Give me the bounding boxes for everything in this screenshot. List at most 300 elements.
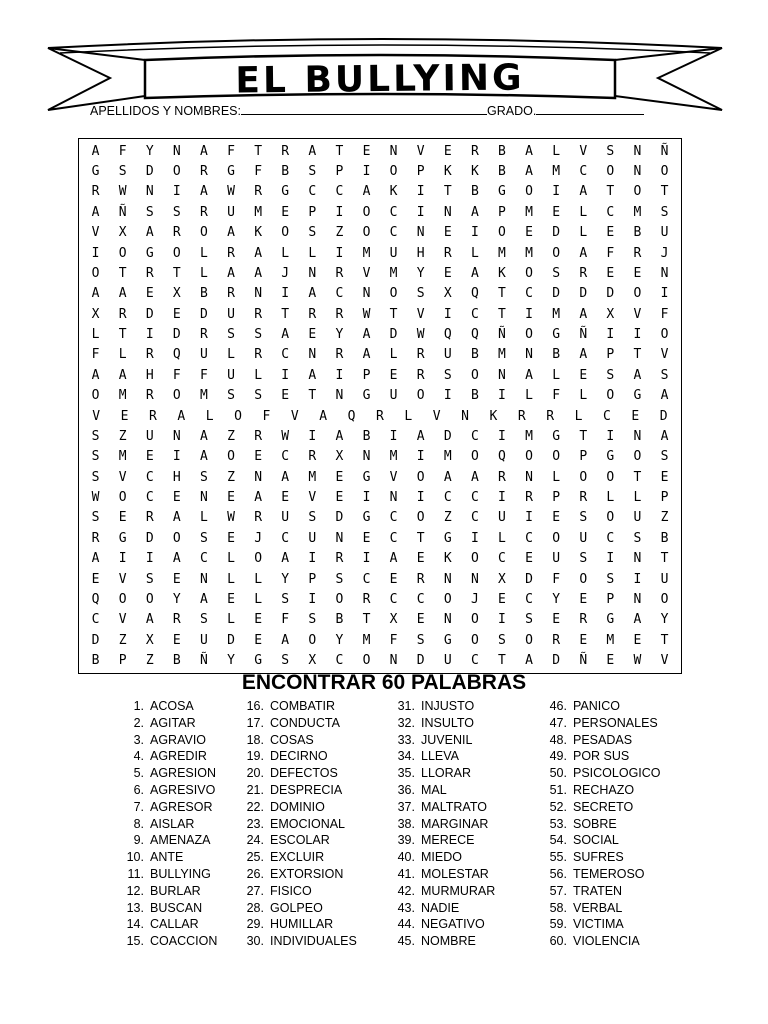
grid-cell[interactable]: R xyxy=(579,265,588,281)
grid-cell[interactable]: F xyxy=(389,632,398,648)
grid-cell[interactable]: R xyxy=(254,184,263,200)
grid-cell[interactable]: D xyxy=(145,164,154,180)
grid-cell[interactable]: M xyxy=(552,306,561,322)
grid-cell[interactable]: N xyxy=(633,551,642,567)
grid-cell[interactable]: E xyxy=(362,143,371,159)
grid-cell[interactable]: B xyxy=(470,184,479,200)
grid-cell[interactable]: T xyxy=(308,388,317,404)
grid-cell[interactable]: S xyxy=(200,530,208,546)
grid-cell[interactable]: I xyxy=(416,490,425,506)
grid-cell[interactable]: T xyxy=(579,428,588,444)
grid-cell[interactable]: I xyxy=(308,591,317,607)
grid-cell[interactable]: S xyxy=(525,612,533,628)
grid-cell[interactable]: T xyxy=(335,143,344,159)
grid-cell[interactable]: B xyxy=(362,428,371,444)
grid-cell[interactable]: D xyxy=(200,306,208,322)
grid-cell[interactable]: R xyxy=(443,245,452,261)
grid-cell[interactable]: Y xyxy=(172,591,181,607)
grid-cell[interactable]: B xyxy=(633,225,642,241)
grid-cell[interactable]: C xyxy=(145,469,154,485)
grid-cell[interactable]: A xyxy=(633,612,642,628)
grid-cell[interactable]: C xyxy=(470,490,479,506)
grid-cell[interactable]: Y xyxy=(335,632,344,648)
grid-cell[interactable]: D xyxy=(552,225,561,241)
grid-cell[interactable]: R xyxy=(546,408,555,424)
grid-cell[interactable]: M xyxy=(362,245,371,261)
grid-cell[interactable]: R xyxy=(145,388,154,404)
grid-cell[interactable]: I xyxy=(281,367,290,383)
grid-cell[interactable]: N xyxy=(308,265,317,281)
grid-cell[interactable]: C xyxy=(389,530,398,546)
grid-cell[interactable]: D xyxy=(91,632,100,648)
grid-cell[interactable]: Q xyxy=(470,286,479,302)
grid-cell[interactable]: U xyxy=(498,510,506,526)
grid-cell[interactable]: A xyxy=(172,510,181,526)
grid-cell[interactable]: M xyxy=(443,449,452,465)
grid-cell[interactable]: G xyxy=(633,388,642,404)
grid-cell[interactable]: G xyxy=(281,184,290,200)
grid-cell[interactable]: A xyxy=(335,428,344,444)
grid-cell[interactable]: N xyxy=(443,204,452,220)
grid-cell[interactable]: S xyxy=(308,225,317,241)
grid-cell[interactable]: I xyxy=(281,286,290,302)
grid-cell[interactable]: L xyxy=(118,347,127,363)
grid-cell[interactable]: L xyxy=(227,612,235,628)
grid-cell[interactable]: M xyxy=(552,164,561,180)
grid-cell[interactable]: V xyxy=(389,469,398,485)
grid-cell[interactable]: A xyxy=(91,204,100,220)
grid-cell[interactable]: N xyxy=(200,571,208,587)
grid-cell[interactable]: O xyxy=(172,164,181,180)
grid-cell[interactable]: F xyxy=(172,367,181,383)
grid-cell[interactable]: R xyxy=(376,408,384,424)
grid-cell[interactable]: T xyxy=(118,327,127,343)
grid-cell[interactable]: X xyxy=(498,571,506,587)
grid-cell[interactable]: O xyxy=(172,530,181,546)
grid-cell[interactable]: M xyxy=(606,632,615,648)
grid-cell[interactable]: F xyxy=(552,571,561,587)
grid-cell[interactable]: S xyxy=(660,367,669,383)
grid-cell[interactable]: I xyxy=(416,184,425,200)
grid-cell[interactable]: C xyxy=(603,408,611,424)
grid-cell[interactable]: O xyxy=(145,591,154,607)
grid-cell[interactable]: U xyxy=(308,530,317,546)
grid-cell[interactable]: D xyxy=(579,286,588,302)
grid-cell[interactable]: S xyxy=(308,510,317,526)
grid-cell[interactable]: A xyxy=(172,551,181,567)
grid-cell[interactable]: O xyxy=(470,612,479,628)
grid-cell[interactable]: A xyxy=(633,367,642,383)
grid-cell[interactable]: S xyxy=(118,164,127,180)
grid-cell[interactable]: E xyxy=(254,612,263,628)
grid-cell[interactable]: Y xyxy=(660,612,669,628)
grid-cell[interactable]: A xyxy=(200,591,208,607)
grid-cell[interactable]: E xyxy=(579,367,588,383)
grid-cell[interactable]: I xyxy=(416,204,425,220)
grid-cell[interactable]: B xyxy=(281,164,290,180)
grid-cell[interactable]: E xyxy=(416,551,425,567)
grid-cell[interactable]: B xyxy=(200,286,208,302)
grid-cell[interactable]: S xyxy=(335,571,344,587)
grid-cell[interactable]: C xyxy=(443,490,452,506)
grid-cell[interactable]: N xyxy=(389,653,398,669)
grid-cell[interactable]: P xyxy=(660,490,669,506)
grid-cell[interactable]: R xyxy=(633,245,642,261)
grid-cell[interactable]: L xyxy=(389,347,398,363)
grid-cell[interactable]: L xyxy=(200,265,208,281)
grid-cell[interactable]: W xyxy=(227,184,235,200)
grid-cell[interactable]: E xyxy=(172,306,181,322)
grid-cell[interactable]: C xyxy=(91,612,100,628)
grid-cell[interactable]: P xyxy=(579,449,588,465)
grid-cell[interactable]: V xyxy=(91,225,100,241)
grid-cell[interactable]: C xyxy=(281,347,290,363)
grid-cell[interactable]: U xyxy=(633,510,642,526)
grid-cell[interactable]: N xyxy=(525,469,533,485)
grid-cell[interactable]: C xyxy=(389,510,398,526)
grid-cell[interactable]: N xyxy=(498,367,506,383)
grid-cell[interactable]: I xyxy=(172,184,181,200)
grid-cell[interactable]: P xyxy=(118,653,127,669)
grid-cell[interactable]: E xyxy=(631,408,640,424)
grid-cell[interactable]: O xyxy=(525,265,533,281)
grid-cell[interactable]: T xyxy=(498,286,506,302)
grid-cell[interactable]: S xyxy=(308,612,317,628)
grid-cell[interactable]: N xyxy=(443,571,452,587)
grid-cell[interactable]: Q xyxy=(172,347,181,363)
grid-cell[interactable]: F xyxy=(281,612,290,628)
grid-cell[interactable]: E xyxy=(579,632,588,648)
grid-cell[interactable]: G xyxy=(552,327,561,343)
grid-cell[interactable]: E xyxy=(281,388,290,404)
grid-cell[interactable]: S xyxy=(91,428,100,444)
grid-cell[interactable]: S xyxy=(91,449,100,465)
grid-cell[interactable]: S xyxy=(579,551,588,567)
grid-cell[interactable]: M xyxy=(498,347,506,363)
grade-blank[interactable] xyxy=(536,102,644,115)
grid-cell[interactable]: O xyxy=(525,632,533,648)
grid-cell[interactable]: S xyxy=(172,204,181,220)
grid-cell[interactable]: R xyxy=(145,510,154,526)
grid-cell[interactable]: N xyxy=(660,265,669,281)
grid-cell[interactable]: L xyxy=(200,245,208,261)
grid-cell[interactable]: N xyxy=(254,286,263,302)
grid-cell[interactable]: Z xyxy=(227,428,235,444)
grid-cell[interactable]: O xyxy=(633,449,642,465)
grid-cell[interactable]: C xyxy=(308,184,317,200)
grid-cell[interactable]: C xyxy=(579,164,588,180)
grid-cell[interactable]: R xyxy=(254,306,263,322)
grid-cell[interactable]: D xyxy=(145,306,154,322)
grid-cell[interactable]: O xyxy=(552,449,561,465)
grid-cell[interactable]: I xyxy=(118,551,127,567)
grid-cell[interactable]: R xyxy=(552,632,561,648)
grid-cell[interactable]: D xyxy=(335,510,344,526)
grid-cell[interactable]: Z xyxy=(335,225,344,241)
grid-cell[interactable]: A xyxy=(200,143,208,159)
grid-cell[interactable]: E xyxy=(552,510,561,526)
grid-cell[interactable]: G xyxy=(552,428,561,444)
grid-cell[interactable]: O xyxy=(579,469,588,485)
grid-cell[interactable]: T xyxy=(443,184,452,200)
grid-cell[interactable]: S xyxy=(281,591,290,607)
grid-cell[interactable]: N xyxy=(308,347,317,363)
grid-cell[interactable]: U xyxy=(200,632,208,648)
grid-cell[interactable]: N xyxy=(389,143,398,159)
grid-cell[interactable]: P xyxy=(606,591,615,607)
grid-cell[interactable]: O xyxy=(254,551,263,567)
grid-cell[interactable]: N xyxy=(172,428,181,444)
grid-cell[interactable]: V xyxy=(362,265,371,281)
grid-cell[interactable]: I xyxy=(498,490,506,506)
grid-cell[interactable]: C xyxy=(606,204,615,220)
grid-cell[interactable]: Y xyxy=(145,143,154,159)
grid-cell[interactable]: P xyxy=(362,367,371,383)
grid-cell[interactable]: I xyxy=(443,306,452,322)
grid-cell[interactable]: W xyxy=(362,306,371,322)
grid-cell[interactable]: R xyxy=(335,265,344,281)
grid-cell[interactable]: E xyxy=(660,469,669,485)
grid-cell[interactable]: W xyxy=(91,490,100,506)
grid-cell[interactable]: I xyxy=(145,327,154,343)
grid-cell[interactable]: U xyxy=(227,367,235,383)
grid-cell[interactable]: B xyxy=(498,143,506,159)
grid-cell[interactable]: A xyxy=(254,245,263,261)
grid-cell[interactable]: E xyxy=(120,408,129,424)
grid-cell[interactable]: C xyxy=(498,551,506,567)
grid-cell[interactable]: Y xyxy=(335,327,344,343)
grid-cell[interactable]: U xyxy=(281,510,290,526)
grid-cell[interactable]: E xyxy=(579,591,588,607)
grid-cell[interactable]: P xyxy=(308,571,317,587)
grid-cell[interactable]: J xyxy=(660,245,669,261)
grid-cell[interactable]: G xyxy=(362,388,371,404)
grid-cell[interactable]: C xyxy=(470,428,479,444)
grid-cell[interactable]: I xyxy=(145,551,154,567)
grid-cell[interactable]: S xyxy=(606,143,615,159)
grid-cell[interactable]: W xyxy=(633,653,642,669)
grid-cell[interactable]: F xyxy=(552,388,561,404)
grid-cell[interactable]: G xyxy=(606,449,615,465)
grid-cell[interactable]: V xyxy=(290,408,299,424)
grid-cell[interactable]: U xyxy=(443,347,452,363)
grid-cell[interactable]: E xyxy=(552,204,561,220)
grid-cell[interactable]: T xyxy=(416,530,425,546)
grid-cell[interactable]: A xyxy=(227,225,235,241)
grid-cell[interactable]: B xyxy=(498,164,506,180)
grid-cell[interactable]: T xyxy=(498,653,506,669)
grid-cell[interactable]: E xyxy=(91,571,100,587)
grid-cell[interactable]: E xyxy=(633,632,642,648)
grid-cell[interactable]: D xyxy=(172,327,181,343)
grid-cell[interactable]: L xyxy=(633,490,642,506)
grid-cell[interactable]: O xyxy=(633,286,642,302)
grid-cell[interactable]: T xyxy=(389,306,398,322)
grid-cell[interactable]: I xyxy=(552,184,561,200)
grid-cell[interactable]: A xyxy=(470,204,479,220)
grid-cell[interactable]: C xyxy=(389,591,398,607)
grid-cell[interactable]: D xyxy=(659,408,668,424)
grid-cell[interactable]: G xyxy=(254,653,263,669)
grid-cell[interactable]: L xyxy=(579,225,588,241)
grid-cell[interactable]: T xyxy=(254,143,263,159)
grid-cell[interactable]: L xyxy=(606,490,615,506)
grid-cell[interactable]: G xyxy=(145,245,154,261)
grid-cell[interactable]: N xyxy=(633,143,642,159)
grid-cell[interactable]: E xyxy=(362,530,371,546)
grid-cell[interactable]: C xyxy=(389,225,398,241)
grid-cell[interactable]: S xyxy=(606,367,615,383)
grid-cell[interactable]: I xyxy=(498,388,506,404)
grid-cell[interactable]: L xyxy=(91,327,100,343)
grid-cell[interactable]: O xyxy=(416,469,425,485)
grid-cell[interactable]: B xyxy=(172,653,181,669)
grid-cell[interactable]: U xyxy=(552,551,561,567)
grid-cell[interactable]: E xyxy=(281,204,290,220)
grid-cell[interactable]: A xyxy=(308,286,317,302)
grid-cell[interactable]: R xyxy=(254,347,263,363)
grid-cell[interactable]: M xyxy=(389,449,398,465)
grid-cell[interactable]: O xyxy=(172,388,181,404)
grid-cell[interactable]: O xyxy=(118,245,127,261)
name-blank[interactable] xyxy=(241,102,487,115)
grid-cell[interactable]: Y xyxy=(227,653,235,669)
grid-cell[interactable]: Q xyxy=(347,408,356,424)
grid-cell[interactable]: A xyxy=(579,306,588,322)
grid-cell[interactable]: L xyxy=(552,469,561,485)
grid-cell[interactable]: A xyxy=(470,469,479,485)
grid-cell[interactable]: O xyxy=(579,571,588,587)
grid-cell[interactable]: C xyxy=(416,591,425,607)
grid-cell[interactable]: I xyxy=(335,367,344,383)
grid-cell[interactable]: E xyxy=(416,612,425,628)
grid-cell[interactable]: A xyxy=(91,367,100,383)
grid-cell[interactable]: C xyxy=(335,184,344,200)
grid-cell[interactable]: O xyxy=(660,327,669,343)
grid-cell[interactable]: R xyxy=(362,591,371,607)
grid-cell[interactable]: A xyxy=(281,551,290,567)
grid-cell[interactable]: D xyxy=(227,632,235,648)
grid-cell[interactable]: R xyxy=(91,184,100,200)
grid-cell[interactable]: A xyxy=(281,632,290,648)
grid-cell[interactable]: R xyxy=(200,204,208,220)
grid-cell[interactable]: R xyxy=(335,347,344,363)
grid-cell[interactable]: A xyxy=(389,551,398,567)
grid-cell[interactable]: K xyxy=(254,225,263,241)
grid-cell[interactable]: N xyxy=(470,571,479,587)
grid-cell[interactable]: E xyxy=(525,225,533,241)
grid-cell[interactable]: O xyxy=(443,591,452,607)
grid-cell[interactable]: A xyxy=(254,490,263,506)
grid-cell[interactable]: C xyxy=(470,510,479,526)
grid-cell[interactable]: R xyxy=(118,306,127,322)
grid-cell[interactable]: T xyxy=(281,306,290,322)
grid-cell[interactable]: I xyxy=(606,551,615,567)
grid-cell[interactable]: I xyxy=(498,428,506,444)
grid-cell[interactable]: R xyxy=(281,143,290,159)
grid-cell[interactable]: E xyxy=(606,265,615,281)
grid-cell[interactable]: E xyxy=(172,490,181,506)
grid-cell[interactable]: V xyxy=(660,653,669,669)
grid-cell[interactable]: L xyxy=(205,408,214,424)
grid-cell[interactable]: C xyxy=(606,530,615,546)
grid-cell[interactable]: L xyxy=(470,245,479,261)
grid-cell[interactable]: L xyxy=(200,510,208,526)
grid-cell[interactable]: O xyxy=(118,591,127,607)
grid-cell[interactable]: T xyxy=(633,347,642,363)
grid-cell[interactable]: E xyxy=(172,571,181,587)
grid-cell[interactable]: I xyxy=(525,306,533,322)
grid-cell[interactable]: R xyxy=(416,571,425,587)
grid-cell[interactable]: A xyxy=(118,367,127,383)
grid-cell[interactable]: S xyxy=(254,327,263,343)
grid-cell[interactable]: C xyxy=(281,449,290,465)
grid-cell[interactable]: B xyxy=(552,347,561,363)
grid-cell[interactable]: C xyxy=(145,490,154,506)
grid-cell[interactable]: O xyxy=(389,164,398,180)
grid-cell[interactable]: S xyxy=(308,164,317,180)
grid-cell[interactable]: R xyxy=(200,164,208,180)
grid-cell[interactable]: S xyxy=(91,510,100,526)
grid-cell[interactable]: U xyxy=(227,204,235,220)
grid-cell[interactable]: J xyxy=(470,591,479,607)
grid-cell[interactable]: V xyxy=(432,408,441,424)
grid-cell[interactable]: U xyxy=(227,306,235,322)
grid-cell[interactable]: U xyxy=(389,388,398,404)
grid-cell[interactable]: A xyxy=(470,265,479,281)
grid-cell[interactable]: N xyxy=(335,388,344,404)
grid-cell[interactable]: L xyxy=(227,571,235,587)
grid-cell[interactable]: K xyxy=(443,164,452,180)
grid-cell[interactable]: O xyxy=(606,164,615,180)
grid-cell[interactable]: I xyxy=(362,551,371,567)
grid-cell[interactable]: I xyxy=(470,225,479,241)
grid-cell[interactable]: E xyxy=(254,632,263,648)
grid-cell[interactable]: I xyxy=(525,510,533,526)
grid-cell[interactable]: G xyxy=(91,164,100,180)
grid-cell[interactable]: S xyxy=(254,388,263,404)
grid-cell[interactable]: R xyxy=(172,612,181,628)
grid-cell[interactable]: E xyxy=(118,510,127,526)
grid-cell[interactable]: Y xyxy=(552,591,561,607)
grid-cell[interactable]: R xyxy=(525,490,533,506)
grid-cell[interactable]: Ñ xyxy=(579,653,588,669)
grid-cell[interactable]: D xyxy=(145,530,154,546)
grid-cell[interactable]: I xyxy=(362,164,371,180)
grid-cell[interactable]: N xyxy=(461,408,469,424)
grid-cell[interactable]: O xyxy=(606,388,615,404)
grid-cell[interactable]: Z xyxy=(443,510,452,526)
grid-cell[interactable]: L xyxy=(579,388,588,404)
grid-cell[interactable]: M xyxy=(362,632,371,648)
grid-cell[interactable]: O xyxy=(335,591,344,607)
grid-cell[interactable]: C xyxy=(335,286,344,302)
grid-cell[interactable]: S xyxy=(606,571,615,587)
grid-cell[interactable]: O xyxy=(362,653,371,669)
grid-cell[interactable]: F xyxy=(118,143,127,159)
grid-cell[interactable]: L xyxy=(254,571,263,587)
grid-cell[interactable]: A xyxy=(660,428,669,444)
grid-cell[interactable]: Ñ xyxy=(118,204,127,220)
grid-cell[interactable]: E xyxy=(281,490,290,506)
grid-cell[interactable]: R xyxy=(172,225,181,241)
grid-cell[interactable]: B xyxy=(335,612,344,628)
grid-cell[interactable]: O xyxy=(234,408,242,424)
grid-cell[interactable]: L xyxy=(525,388,533,404)
grid-cell[interactable]: O xyxy=(227,449,235,465)
grid-cell[interactable]: O xyxy=(362,225,371,241)
grid-cell[interactable]: E xyxy=(443,265,452,281)
